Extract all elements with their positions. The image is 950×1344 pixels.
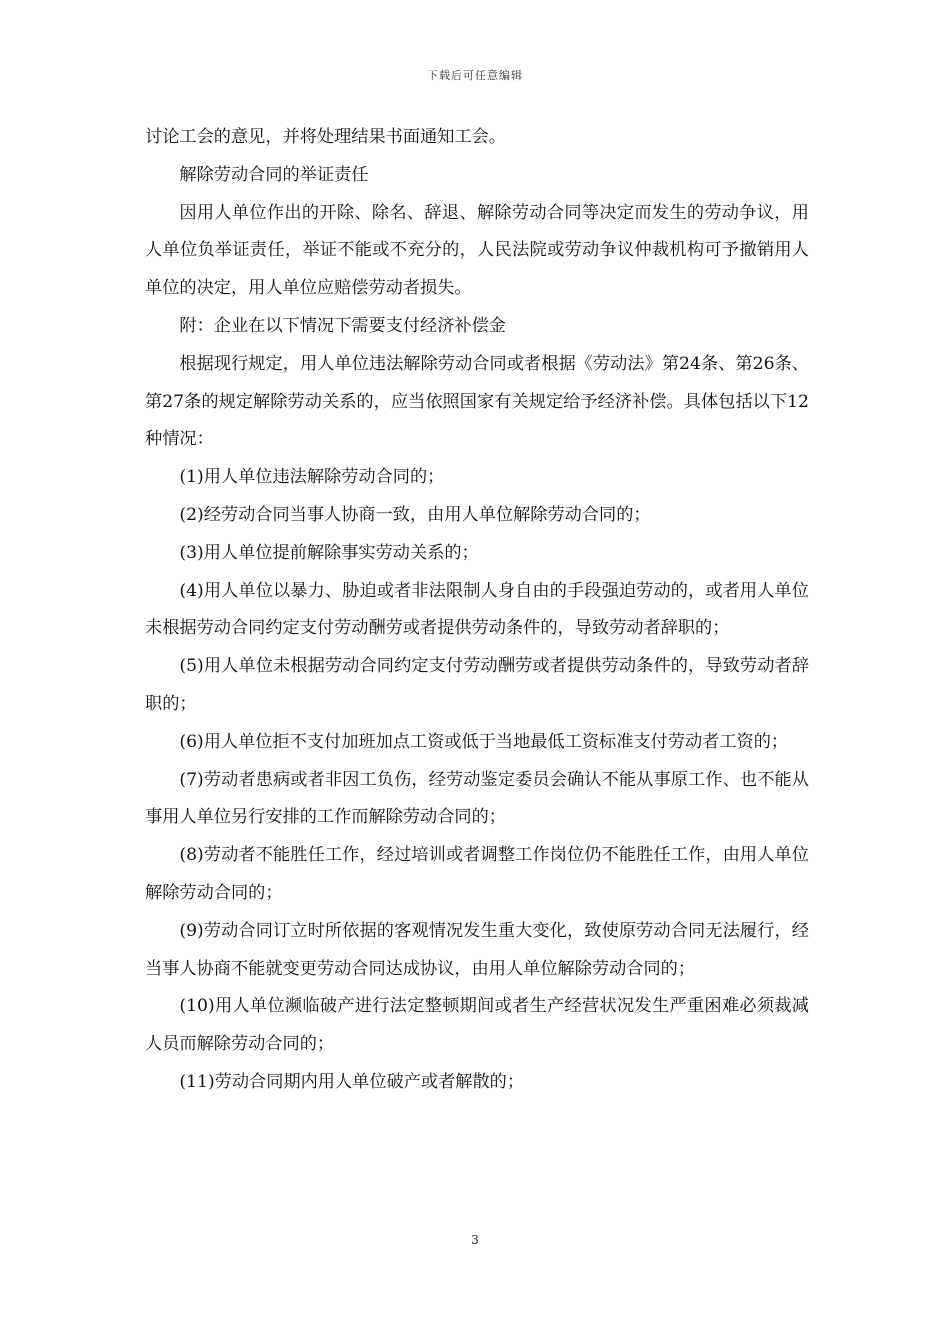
- list-item: (9)劳动合同订立时所依据的客观情况发生重大变化，致使原劳动合同无法履行，经当事人协商不能就变更劳动合同达成协议，由用人单位解除劳动合同的；: [145, 920, 809, 979]
- list-item: (8)劳动者不能胜任工作，经过培训或者调整工作岗位仍不能胜任工作，由用人单位解除劳动合同的；: [145, 845, 809, 903]
- list-item: (3)用人单位提前解除事实劳动关系的；: [179, 542, 479, 563]
- section-heading: 解除劳动合同的举证责任: [179, 164, 369, 185]
- page-number: 3: [471, 1233, 479, 1247]
- list-item: (1)用人单位违法解除劳动合同的；: [179, 467, 445, 488]
- list-item: (5)用人单位未根据劳动合同约定支付劳动酬劳或者提供劳动条件的，导致劳动者辞职的；: [145, 656, 809, 714]
- list-item: (11)劳动合同期内用人单位破产或者解散的；: [179, 1071, 525, 1092]
- list-item: (10)用人单位濒临破产进行法定整顿期间或者生产经营状况发生严重困难必须裁减人员而解除劳动合同的；: [145, 996, 809, 1055]
- list-item: (4)用人单位以暴力、胁迫或者非法限制人身自由的手段强迫劳动的，或者用人单位未根据劳动合同约定支付劳动酬劳或者提供劳动条件的，导致劳动者辞职的；: [145, 580, 809, 639]
- document-body: [145, 119, 809, 1102]
- page-header: 下载后可任意编辑: [427, 69, 523, 82]
- paragraph: 因用人单位作出的开除、除名、辞退、解除劳动合同等决定而发生的劳动争议，用人单位负举证责任，举证不能或不充分的，人民法院或劳动争议仲裁机构可予撤销用人单位的决定，用人单位应赔偿劳动者损失。: [145, 202, 809, 299]
- list-item: (2)经劳动合同当事人协商一致，由用人单位解除劳动合同的；: [179, 504, 651, 525]
- section-heading: 附：企业在以下情况下需要支付经济补偿金: [179, 315, 506, 336]
- paragraph: 讨论工会的意见，并将处理结果书面通知工会。: [145, 127, 506, 147]
- list-item: (7)劳动者患病或者非因工负伤，经劳动鉴定委员会确认不能从事原工作、也不能从事用人单位另行安排的工作而解除劳动合同的；: [145, 769, 809, 828]
- list-item: (6)用人单位拒不支付加班加点工资或低于当地最低工资标准支付劳动者工资的；: [179, 731, 789, 752]
- paragraph: 根据现行规定，用人单位违法解除劳动合同或者根据《劳动法》第24条、第26条、第27条的规定解除劳动关系的，应当依照国家有关规定给予经济补偿。具体包括以下12种情况：: [145, 353, 809, 450]
